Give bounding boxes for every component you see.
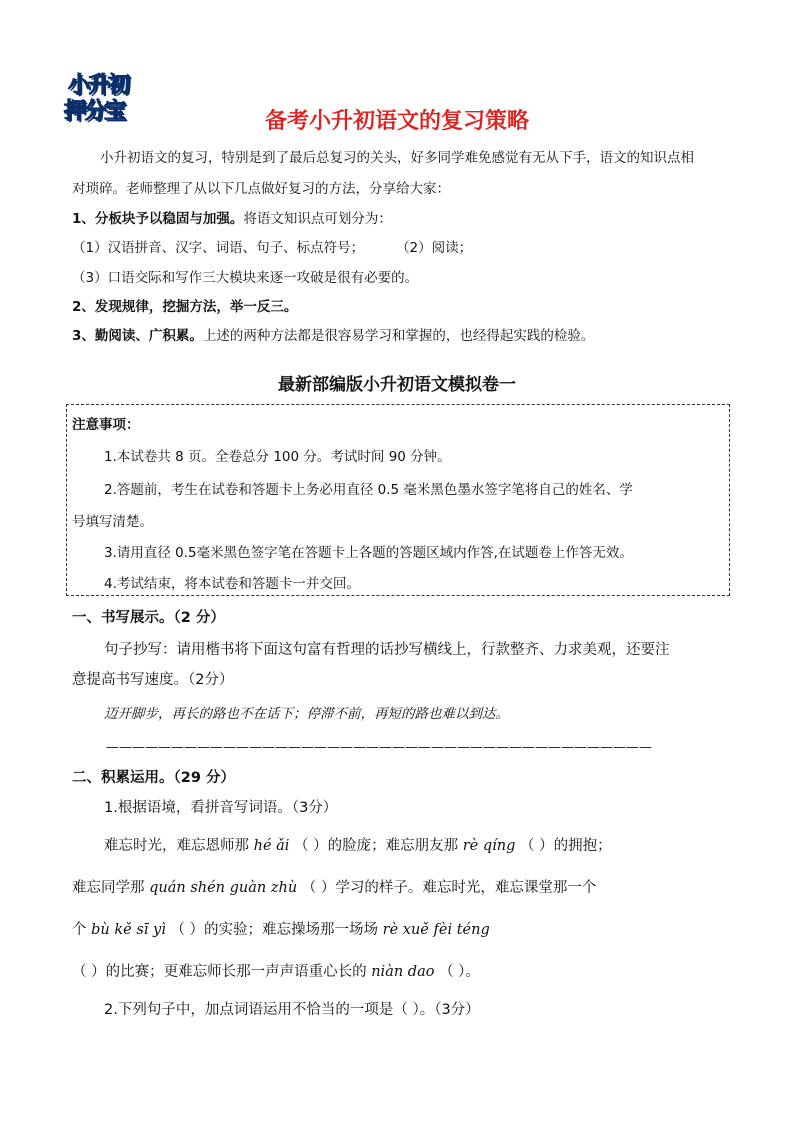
part1-instruction-1: 句子抄写：请用楷书将下面这句富有哲理的话抄写横线上，行款整齐、力求美观，还要注 [104, 642, 670, 658]
tip-3-rest: 上述的两种方法都是很容易学习和掌握的，也经得起实践的检验。 [202, 328, 595, 344]
writing-line[interactable]: —————————————————————————————————————————— [106, 740, 652, 755]
pinyin-1: hé ǎi [253, 838, 290, 854]
answer-blank-6[interactable]: （ ）。 [439, 964, 480, 980]
q1-row-1-text-a: 难忘时光，难忘恩师那 [104, 838, 249, 854]
part2-heading: 二、积累运用。（29 分） [72, 770, 235, 786]
page-title: 备考小升初语文的复习策略 [264, 109, 529, 134]
pinyin-5: rè xuě fèi téng [382, 922, 490, 938]
answer-blank-3[interactable]: （ ）学习的样子。难忘时光，难忘课堂那一个 [301, 880, 597, 896]
answer-blank-1[interactable]: （ ）的脸庞；难忘朋友那 [294, 838, 459, 854]
notice-heading: 注意事项： [72, 417, 140, 433]
tip-1-bold: 1、分板块予以稳固与加强。 [72, 211, 244, 227]
question-2: 2.下列句子中，加点词语运用不恰当的一项是（ ）。（3分） [104, 1002, 480, 1018]
q1-row-3 [72, 918, 490, 939]
q1-row-2-text-a: 难忘同学那 [72, 880, 145, 896]
logo-line-2: 押分宝 [64, 99, 125, 124]
q1-row-4 [72, 960, 480, 981]
pinyin-4: bù kě sī yì [91, 922, 166, 938]
tip-1-c: （3）口语交际和写作三大模块来逐一攻破是很有必要的。 [72, 270, 419, 286]
tip-3 [72, 324, 594, 344]
pinyin-2: rè qíng [462, 838, 516, 854]
notice-item-2-cont: 号填写清楚。 [72, 514, 153, 530]
tip-1-a: （1）汉语拼音、汉字、词语、句子、标点符号； [72, 240, 365, 256]
pinyin-6: niàn dao [371, 964, 435, 980]
part1-heading: 一、书写展示。（2 分） [72, 610, 225, 626]
notice-item-3: 3.请用直径 0.5毫米黑色签字笔在答题卡上各题的答题区域内作答,在试题卷上作答无效。 [104, 545, 633, 561]
tip-3-bold: 3、勤阅读、广积累。 [72, 328, 203, 344]
tip-2: 2、发现规律，挖掘方法，举一反三。 [72, 299, 298, 315]
question-1: 1.根据语境，看拼音写词语。（3分） [104, 800, 338, 816]
answer-blank-4[interactable]: （ ）的实验；难忘操场那一场场 [170, 922, 379, 938]
copy-sentence: 迈开脚步，再长的路也不在话下；停滞不前，再短的路也难以到达。 [104, 706, 509, 722]
notice-item-1: 1.本试卷共 8 页。全卷总分 100 分。考试时间 90 分钟。 [104, 449, 451, 465]
q1-row-3-text-a: 个 [72, 922, 87, 938]
notice-item-2: 2.答题前，考生在试卷和答题卡上务必用直径 0.5 毫米黑色墨水签字笔将自己的姓名、学 [104, 482, 633, 498]
notice-box [66, 404, 730, 596]
tip-1 [72, 207, 392, 227]
logo-line-1: 小升初 [68, 73, 129, 98]
answer-blank-5[interactable]: （ ）的比赛；更难忘师长那一声声语重心长的 [72, 964, 367, 980]
tip-1-rest: 将语文知识点可划分为： [243, 211, 392, 227]
intro-line-1: 小升初语文的复习，特别是到了最后总复习的关头，好多同学难免感觉有无从下手，语文的知识点相 [100, 150, 694, 166]
tip-1-b: （2）阅读； [396, 240, 473, 256]
q1-row-2 [72, 876, 596, 897]
q1-row-1 [104, 834, 612, 855]
intro-line-2: 对琐碎。老师整理了从以下几点做好复习的方法，分享给大家： [72, 181, 450, 197]
notice-item-4: 4.考试结束，将本试卷和答题卡一并交回。 [104, 576, 360, 592]
part1-instruction-2: 意提高书写速度。（2分） [72, 672, 234, 688]
pinyin-3: quán shén guàn zhù [149, 880, 298, 896]
answer-blank-2[interactable]: （ ）的拥抱； [520, 838, 612, 854]
exam-title: 最新部编版小升初语文模拟卷一 [278, 375, 516, 395]
